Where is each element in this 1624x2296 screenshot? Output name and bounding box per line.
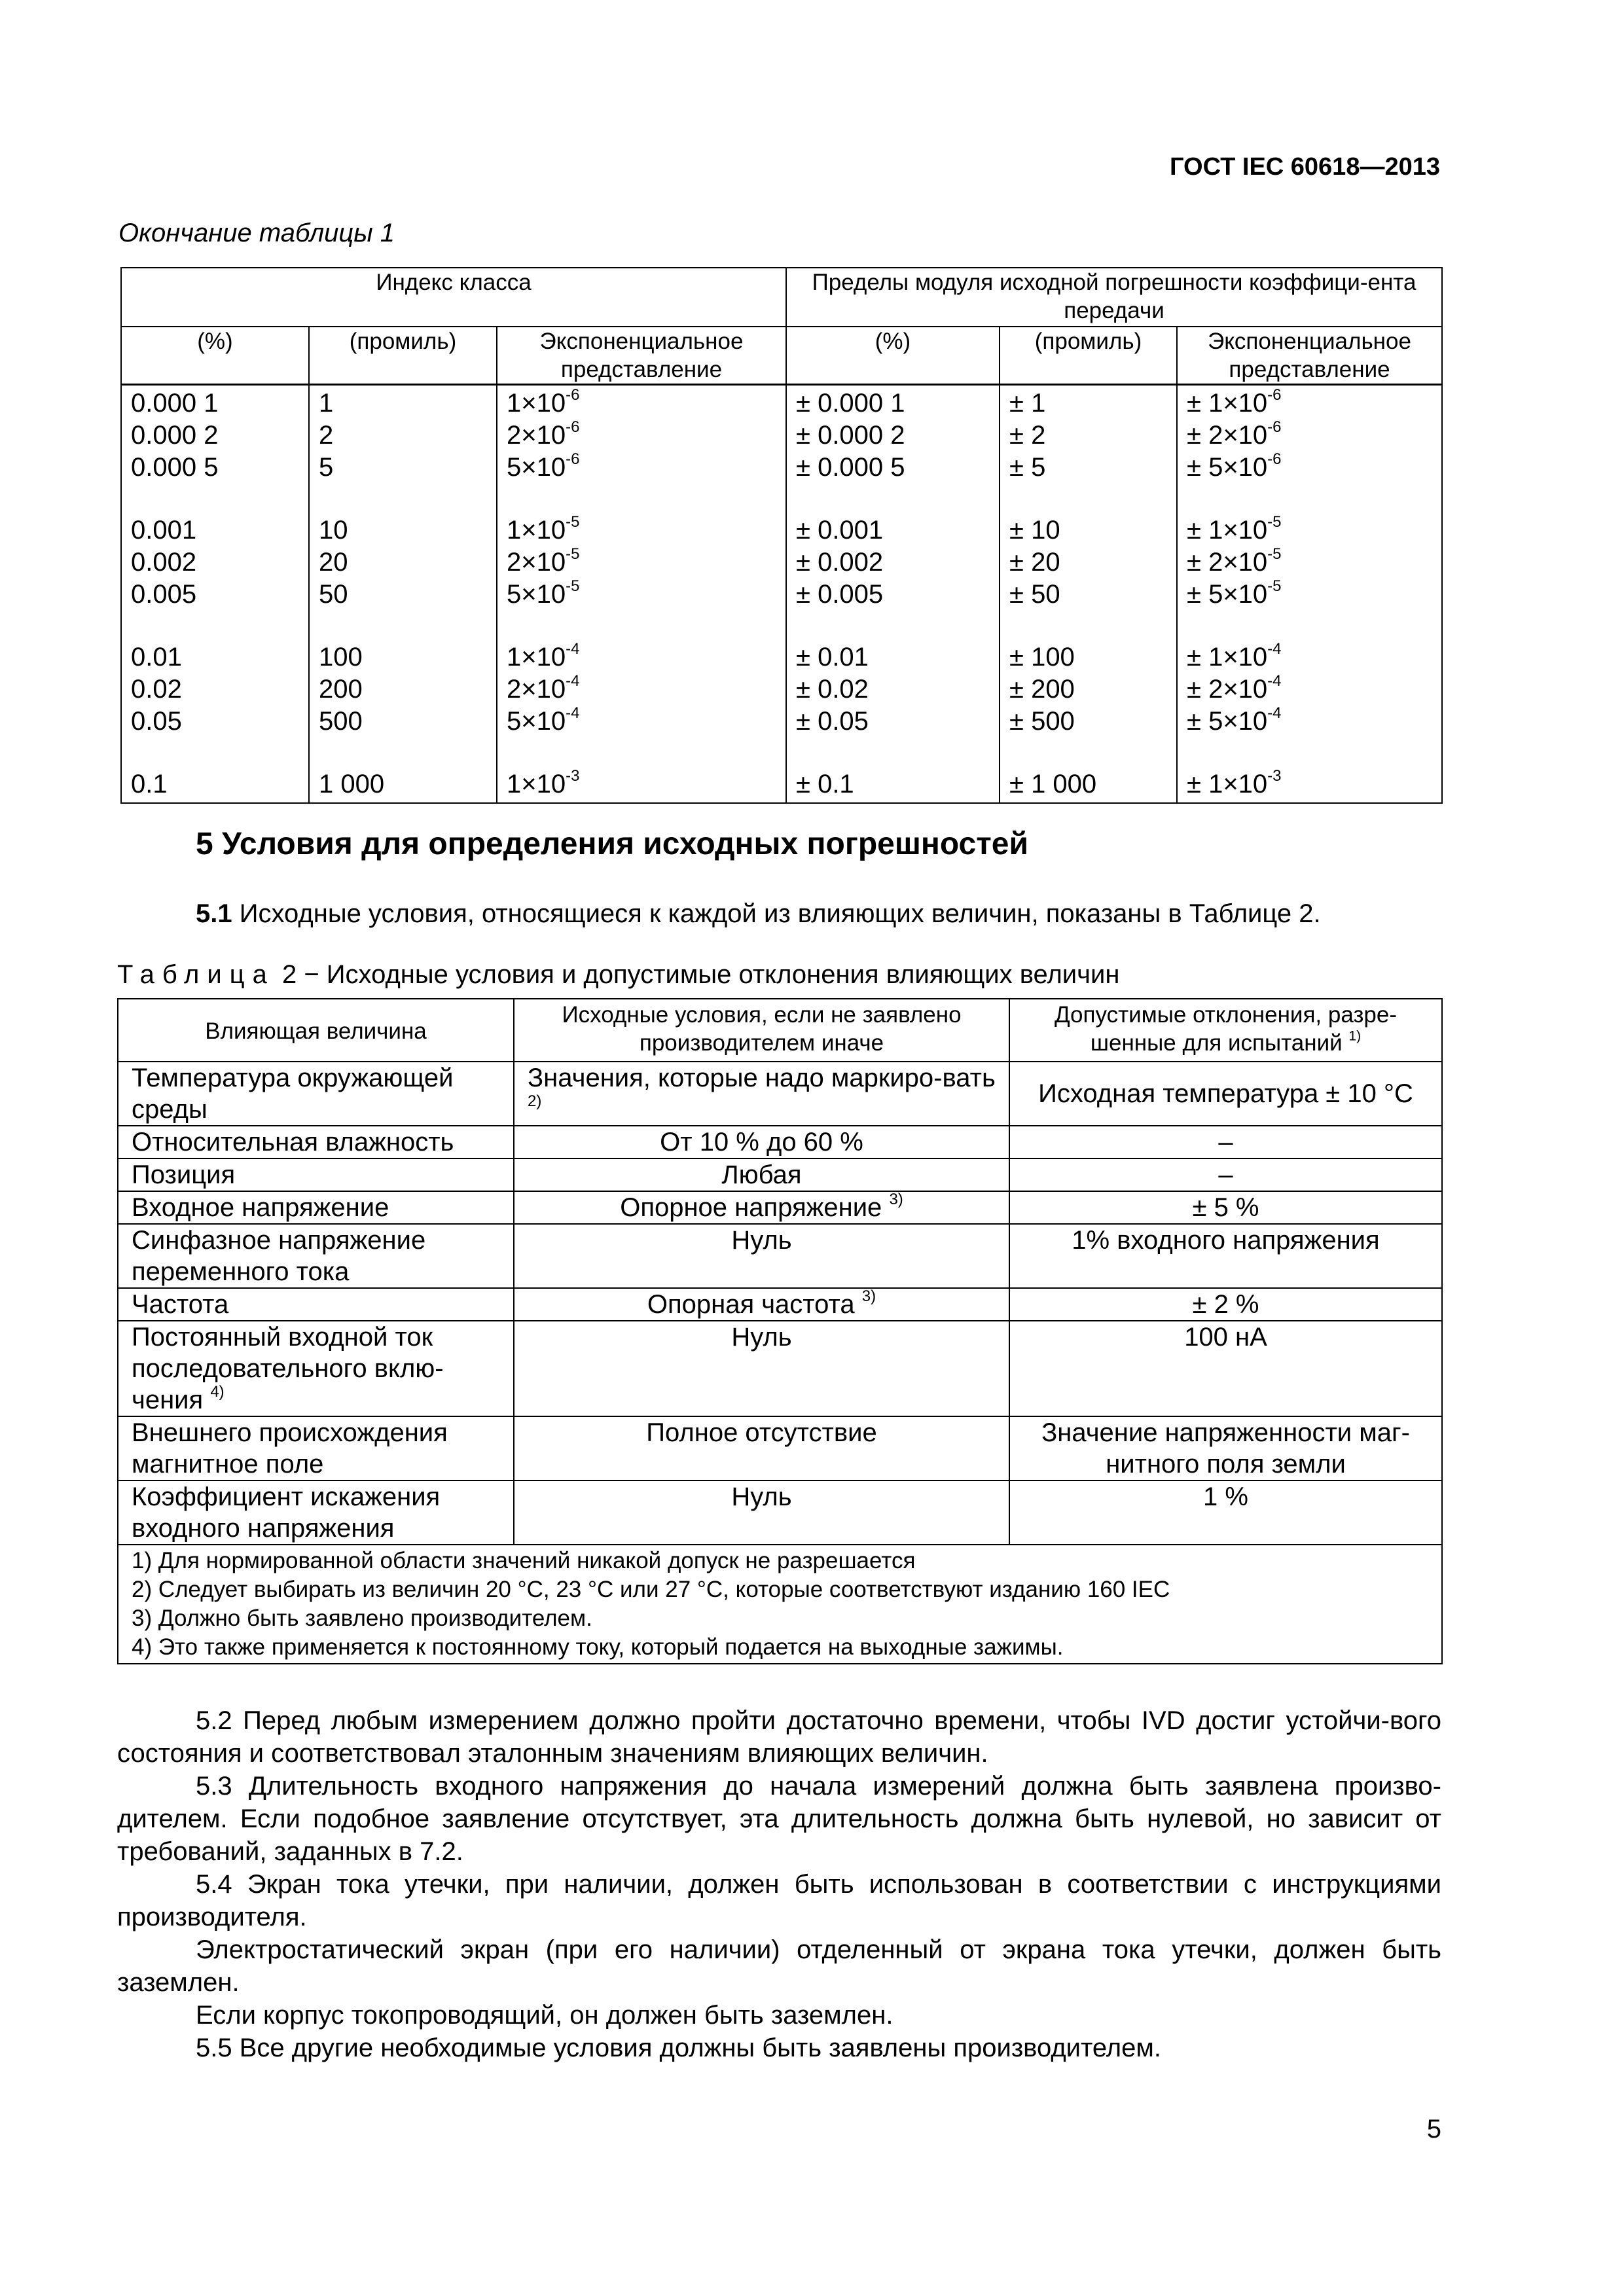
paragraph-5-5: 5.5 Все другие необходимые условия должны быть заявлены производителем. <box>196 2034 1161 2062</box>
page-number: 5 <box>1426 2115 1441 2144</box>
paragraph-5-2: 5.2 Перед любым измерением должно пройти достаточно времени, чтобы IVD достиг устойчи-вого состояния и соответствовал эталонным значениям влияющих величин. <box>117 1706 1441 1768</box>
col-header-exp: Экспоненциальное представление <box>497 327 786 385</box>
table-row: Коэффициент искажения входного напряжения Нуль 1 % <box>118 1480 1442 1545</box>
paragraph-5-3: 5.3 Длительность входного напряжения до начала измерений должна быть заявлена произво-дителем. Если подобное заявление отсутствует, эта длительность должна быть нулевой, но зависит от требований, заданных в 7.2. <box>117 1772 1441 1866</box>
cell-lim-permille: ± 1 ± 2 ± 5 ± 10 ± 20 ± 50 ± 100 ± 200 ± 500 ± 1 000 <box>1000 385 1177 804</box>
table-row: Входное напряжение Опорное напряжение $^{3)}$ ± 5 % <box>118 1191 1442 1224</box>
table-row: Частота Опорная частота $^{3)}$ ± 2 % <box>118 1288 1442 1321</box>
paragraph-5-4: 5.4 Экран тока утечки, при наличии, должен быть использован в соответствии с инструкциями производителя. <box>117 1870 1441 1931</box>
paragraph-5-4-screen: Электростатический экран (при его наличии) отделенный от экрана тока утечки, должен быть заземлен. <box>117 1935 1441 1997</box>
col-header-conditions: Исходные условия, если не заявлено производителем иначе <box>514 999 1009 1062</box>
table-continuation-label: Окончание таблицы 1 <box>118 219 395 247</box>
table-footnotes <box>118 1545 1442 1664</box>
cell-pct: 0.000 1 0.000 2 0.000 5 0.001 0.002 0.005 0.01 0.02 0.05 0.1 <box>121 385 309 804</box>
col-header-deviations: Допустимые отклонения, разре-шенные для испытаний $^{1)}$ <box>1009 999 1442 1062</box>
cell-lim-pct: ± 0.000 1 ± 0.000 2 ± 0.000 5 ± 0.001 ± 0.002 ± 0.005 ± 0.01 ± 0.02 ± 0.05 ± 0.1 <box>786 385 1000 804</box>
influence-quantities-table <box>117 998 1443 1664</box>
col-header-lim-pct: (%) <box>786 327 1000 385</box>
cell-permille: 1 2 5 10 20 50 100 200 500 1 000 <box>309 385 497 804</box>
class-index-table <box>120 267 1443 804</box>
group-header-error-limits: Пределы модуля исходной погрешности коэффици-ента передачи <box>786 268 1442 327</box>
col-header-quantity: Влияющая величина <box>118 999 514 1062</box>
paragraph-5-4-housing: Если корпус токопроводящий, он должен быть заземлен. <box>196 2001 893 2030</box>
table-row: Позиция Любая – <box>118 1158 1442 1191</box>
col-header-lim-permille: (промиль) <box>1000 327 1177 385</box>
paragraph-5-1: 5.1 Исходные условия, относящиеся к каждой из влияющих величин, показаны в Таблице 2. <box>196 899 1321 928</box>
footnote: 4) Это также применяется к постоянному току, который подается на выходные зажимы. <box>132 1634 1064 1660</box>
footnote: 1) Для нормированной области значений никакой допуск не разрешается <box>132 1548 916 1573</box>
table-row: Постоянный входной ток последовательного вклю-чения $^{4)}$ Нуль 100 нА <box>118 1321 1442 1416</box>
table-row: Температура окружающей среды Значения, которые надо маркиро-вать $^{2)}$ Исходная температура ± 10 °C <box>118 1062 1442 1126</box>
col-header-lim-exp: Экспоненциальное представление <box>1177 327 1442 385</box>
table2-caption: Таблица 2 − Исходные условия и допустимые отклонения влияющих величин <box>117 960 1120 989</box>
cell-lim-exp: ± $1\times 10^{-6}$ ± $2\times 10^{-6}$ ± $5\times 10^{-6}$ ± $1\times 10^{-5}$ ± $2\times 10^{-5}$ ± $5\times 10^{-5}$ ± $1\times 10^{-4}$ ± $2\times 10^{-4}$ ± $5\times 10^{-4}$ ± $1\times 10^{-3}$ <box>1177 385 1442 804</box>
table-row <box>121 385 1442 804</box>
group-header-class-index: Индекс класса <box>121 268 786 327</box>
col-header-pct: (%) <box>121 327 309 385</box>
footnote: 2) Следует выбирать из величин 20 °C, 23 °C или 27 °C, которые соответствуют изданию 160 IEC <box>132 1577 1170 1602</box>
document-code: ГОСТ IEC 60618—2013 <box>1170 153 1440 181</box>
section-title: 5 Условия для определения исходных погрешностей <box>196 827 1028 861</box>
table-row: Внешнего происхождения магнитное поле Полное отсутствие Значение напряженности маг-нитного поля земли <box>118 1416 1442 1480</box>
body-text <box>117 1704 1441 2064</box>
col-header-permille: (промиль) <box>309 327 497 385</box>
table-row: Синфазное напряжение переменного тока Нуль 1% входного напряжения <box>118 1224 1442 1288</box>
footnote: 3) Должно быть заявлено производителем. <box>132 1605 592 1631</box>
cell-exp: $1\times 10^{-6}$ $2\times 10^{-6}$ $5\times 10^{-6}$ $1\times 10^{-5}$ $2\times 10^{-5}$ $5\times 10^{-5}$ $1\times 10^{-4}$ $2\times 10^{-4}$ $5\times 10^{-4}$ $1\times 10^{-3}$ <box>497 385 786 804</box>
table-row: Относительная влажность От 10 % до 60 % – <box>118 1126 1442 1158</box>
